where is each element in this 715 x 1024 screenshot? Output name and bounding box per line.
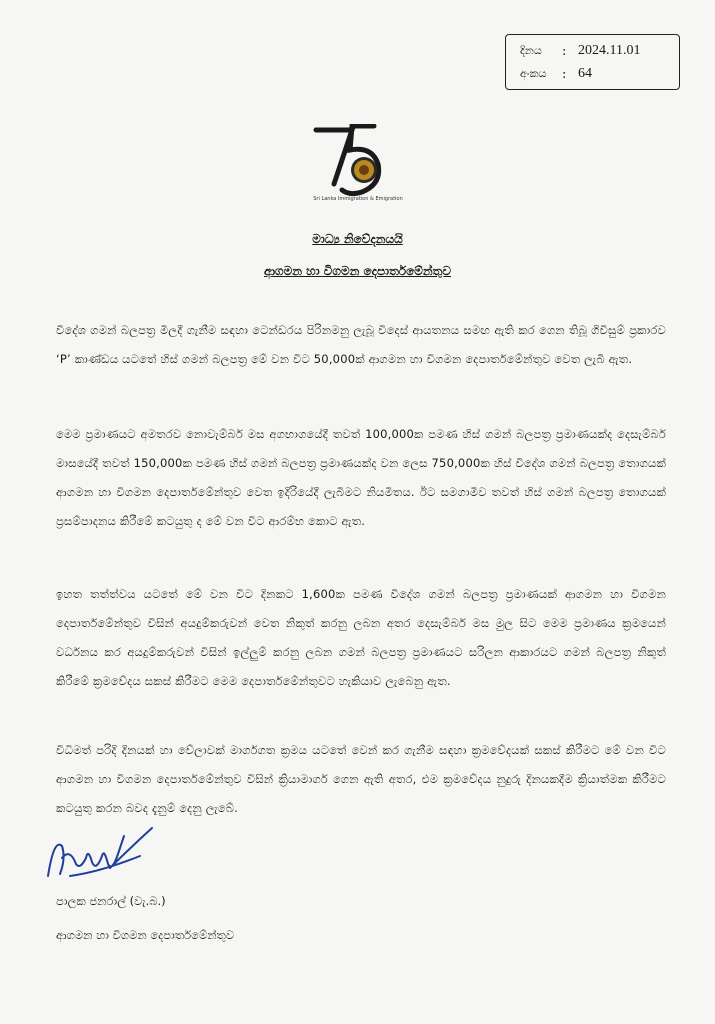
release-title: මාධ්‍ය නිවේදනයයි [312, 232, 403, 246]
logo-caption: Sri Lanka Immigration & Emigration [313, 196, 403, 202]
number-label: අංකය [520, 67, 547, 80]
handwritten-signature [40, 818, 160, 888]
number-colon: : [562, 66, 567, 82]
paragraph-2: මෙම ප්‍රමාණයට අමතරව නොවැම්බර් මස අගභාගයේදී තවත් 100,000ක පමණ හිස් ගමන් බලපත්‍ර ප්‍රමාණයක්ද දෙසැම්බර් මාසයේදී තවත් 150,000ක පමණ හිස් ගමන් බලපත්‍ර ප්‍රමාණයක්ද වන ලෙස 750,000ක හිස් විදේශ ගමන් බලපත්‍ර තොගයක් ආගමන හා විගමන දෙපාර්තමේන්තුව වෙත ඉදිරියේදී ලැබීමට නියමිතය. ඊට සමගාමීව තවත් හිස් ගමන් බලපත්‍ර තොගයක් ප්‍රසම්පාදනය කිරීමේ කටයුතු ද මේ වන විට ආරම්භ කොට ඇත. [56, 427, 666, 528]
number-row [520, 64, 592, 84]
date-value: 2024.11.01 [578, 43, 641, 58]
paragraph-1: විදේශ ගමන් බලපත්‍ර මිලදී ගැනීම සඳහා ටෙන්ඩරය පිරිනමනු ලැබූ විදෙස් ආයතනය සමඟ ඇති කර ගෙන තිබූ ගිවිසුම් ප්‍රකාරව ‘P’ කාණ්ඩය යටතේ හිස් ගමන් බලපත්‍ර මේ වන විට 50,000ක් ආගමන හා විගමන දෙපාර්තමේන්තුව වෙත ලැබී ඇත. [56, 323, 666, 366]
date-colon: : [562, 43, 567, 59]
date-row [520, 41, 640, 61]
signatory-department: ආගමන හා විගමන දෙපාර්තමේන්තුව [56, 928, 235, 942]
paragraph-4: විධිමත් පරිදි දිනයක් හා වේලාවක් මාර්ගගත ක්‍රමය යටතේ වෙන් කර ගැනීම සඳහා ක්‍රමවේදයක් සකස් කිරීමට මේ වන විට ආගමන හා විගමන දෙපාර්තමේන්තුව විසින් ක්‍රියාමාර්ග ගෙන ඇති අතර, එම ක්‍රමවේදය නුදුරු දිනයකදීම ක්‍රියාත්මක කිරීමට කටයුතු කරන බවද දැනුම් දෙනු ලැබේ. [56, 743, 666, 815]
reference-box [505, 34, 680, 90]
paragraph-3: ඉහත තත්ත්වය යටතේ මේ වන විට දිනකට 1,600ක පමණ විදේශ ගමන් බලපත්‍ර ප්‍රමාණයක් ආගමන හා විගමන දෙපාර්තමේන්තුව විසින් අයදුම්කරුවන් වෙත නිකුත් කරනු ලබන අතර දෙසැම්බර් මස මුල සිට මෙම ප්‍රමාණය ක්‍රමයෙන් වර්ධනය කර අයදුම්කරුවන් විසින් ඉල්ලුම් කරනු ලබන ගමන් බලපත්‍ර ප්‍රමාණයට සරිලන ආකාරයට ගමන් බලපත්‍ර නිකුත් කිරීමේ ක්‍රමවේදය සකස් කිරීමට මෙම දෙපාර්තමේන්තුවට හැකියාව ලැබෙනු ඇත. [56, 587, 666, 688]
date-label: දිනය [520, 44, 542, 57]
department-heading: ආගමන හා විගමන දෙපාර්තමේන්තුව [263, 264, 451, 278]
number-value: 64 [578, 66, 592, 81]
signatory-title: පාලක ජනරාල් (වැ.බ.) [56, 894, 166, 908]
